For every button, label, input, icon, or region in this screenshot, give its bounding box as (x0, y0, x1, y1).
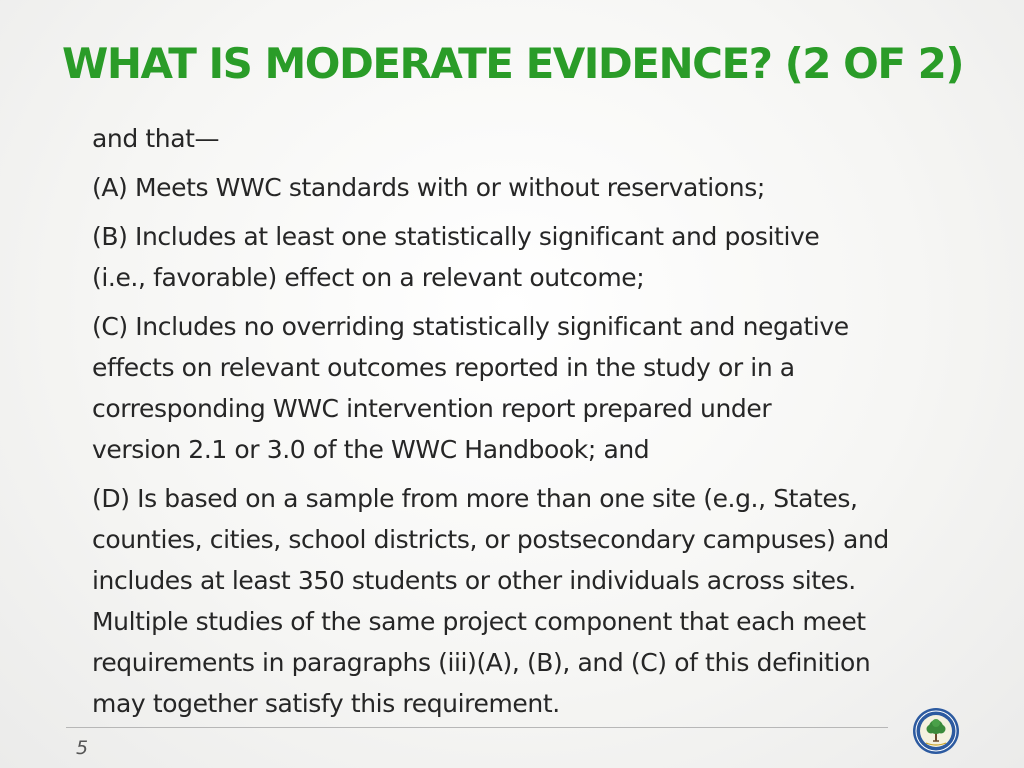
item-c-line: corresponding WWC intervention report prepared under (92, 394, 772, 423)
item-b (92, 216, 972, 298)
item-d-line: Multiple studies of the same project component that each meet (92, 607, 866, 636)
item-d-line: (D) Is based on a sample from more than one site (e.g., States, (92, 484, 858, 513)
item-a (92, 167, 972, 208)
item-d-line: requirements in paragraphs (iii)(A), (B), and (C) of this definition (92, 648, 871, 677)
item-c-line: version 2.1 or 3.0 of the WWC Handbook; and (92, 435, 650, 464)
item-d-line: may together satisfy this requirement. (92, 689, 560, 718)
footer-divider (66, 727, 888, 728)
item-c-line: effects on relevant outcomes reported in the study or in a (92, 353, 795, 382)
item-b-line: (i.e., favorable) effect on a relevant outcome; (92, 263, 645, 292)
item-d-line: includes at least 350 students or other individuals across sites. (92, 566, 856, 595)
page-number: 5 (76, 737, 89, 759)
intro-text: and that— (92, 124, 220, 153)
slide-body (92, 118, 972, 732)
item-a-line: (A) Meets WWC standards with or without reservations; (92, 173, 765, 202)
item-c-line: (C) Includes no overriding statistically significant and negative (92, 312, 849, 341)
item-d (92, 478, 972, 724)
item-b-line: (B) Includes at least one statistically significant and positive (92, 222, 820, 251)
item-c (92, 306, 972, 470)
slide-title: WHAT IS MODERATE EVIDENCE? (2 OF 2) (62, 39, 964, 88)
item-d-line: counties, cities, school districts, or postsecondary campuses) and (92, 525, 889, 554)
department-of-education-seal-icon (912, 707, 960, 755)
